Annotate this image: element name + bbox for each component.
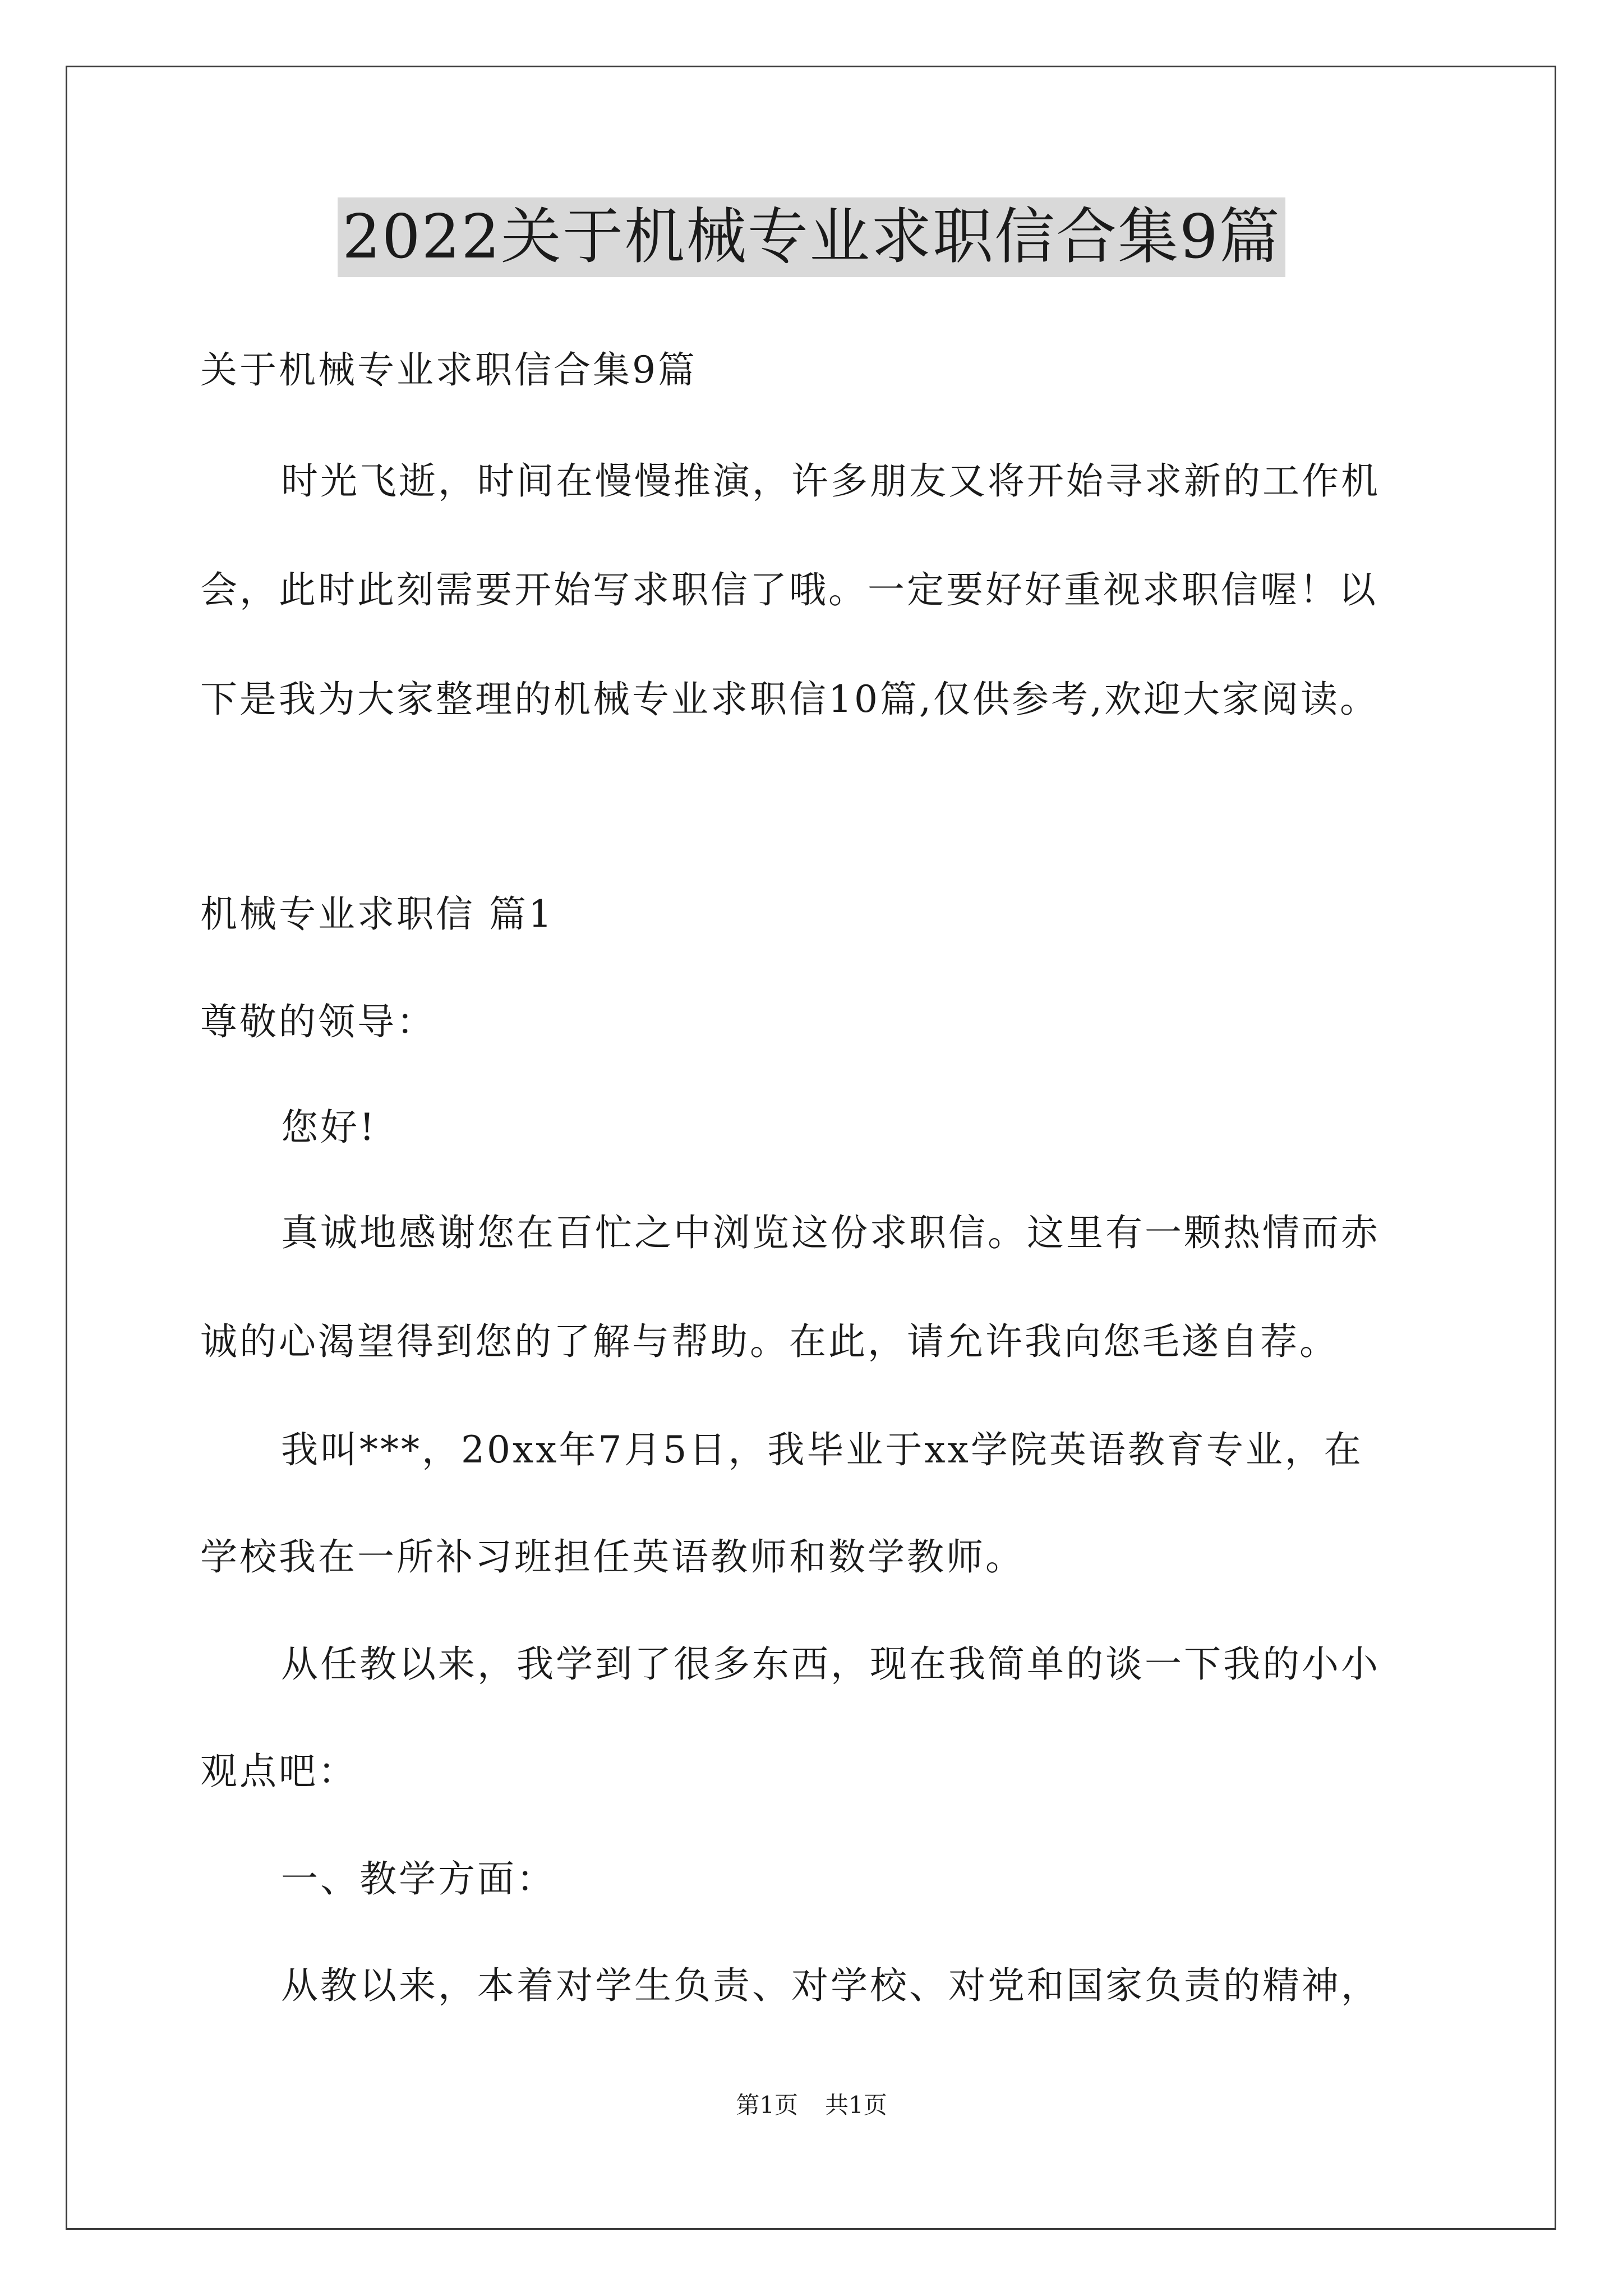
page-footer	[0, 2091, 1623, 2119]
paragraph-line: 会，此时此刻需要开始写求职信了哦。一定要好好重视求职信喔！以	[200, 568, 1378, 611]
section-heading: 机械专业求职信 篇1	[200, 892, 554, 936]
paragraph-line: 观点吧：	[200, 1750, 357, 1793]
paragraph-line: 我叫***，20xx年7月5日，我毕业于xx学院英语教育专业，在	[281, 1428, 1363, 1471]
paragraph-line: 学校我在一所补习班担任英语教师和数学教师。	[200, 1535, 1025, 1579]
paragraph-line: 时光飞逝，时间在慢慢推演，许多朋友又将开始寻求新的工作机	[281, 459, 1380, 503]
paragraph-line: 真诚地感谢您在百忙之中浏览这份求职信。这里有一颗热情而赤	[281, 1211, 1380, 1254]
page-number: 第1页	[736, 2091, 798, 2119]
paragraph-line: 诚的心渴望得到您的了解与帮助。在此，请允许我向您毛遂自荐。	[200, 1320, 1339, 1363]
paragraph-line: 从任教以来，我学到了很多东西，现在我简单的谈一下我的小小	[281, 1642, 1380, 1686]
paragraph-line: 从教以来，本着对学生负责、对学校、对党和国家负责的精神，	[281, 1964, 1380, 2007]
greeting: 您好!	[281, 1106, 377, 1149]
paragraph-line: 下是我为大家整理的机械专业求职信10篇,仅供参考,欢迎大家阅读。	[200, 678, 1379, 721]
salutation: 尊敬的领导：	[200, 1000, 436, 1043]
page-total: 共1页	[825, 2091, 887, 2119]
list-heading: 一、教学方面：	[281, 1857, 556, 1901]
title-container	[0, 197, 1623, 277]
document-title: 2022关于机械专业求职信合集9篇	[338, 197, 1285, 277]
subtitle-line: 关于机械专业求职信合集9篇	[200, 348, 697, 392]
